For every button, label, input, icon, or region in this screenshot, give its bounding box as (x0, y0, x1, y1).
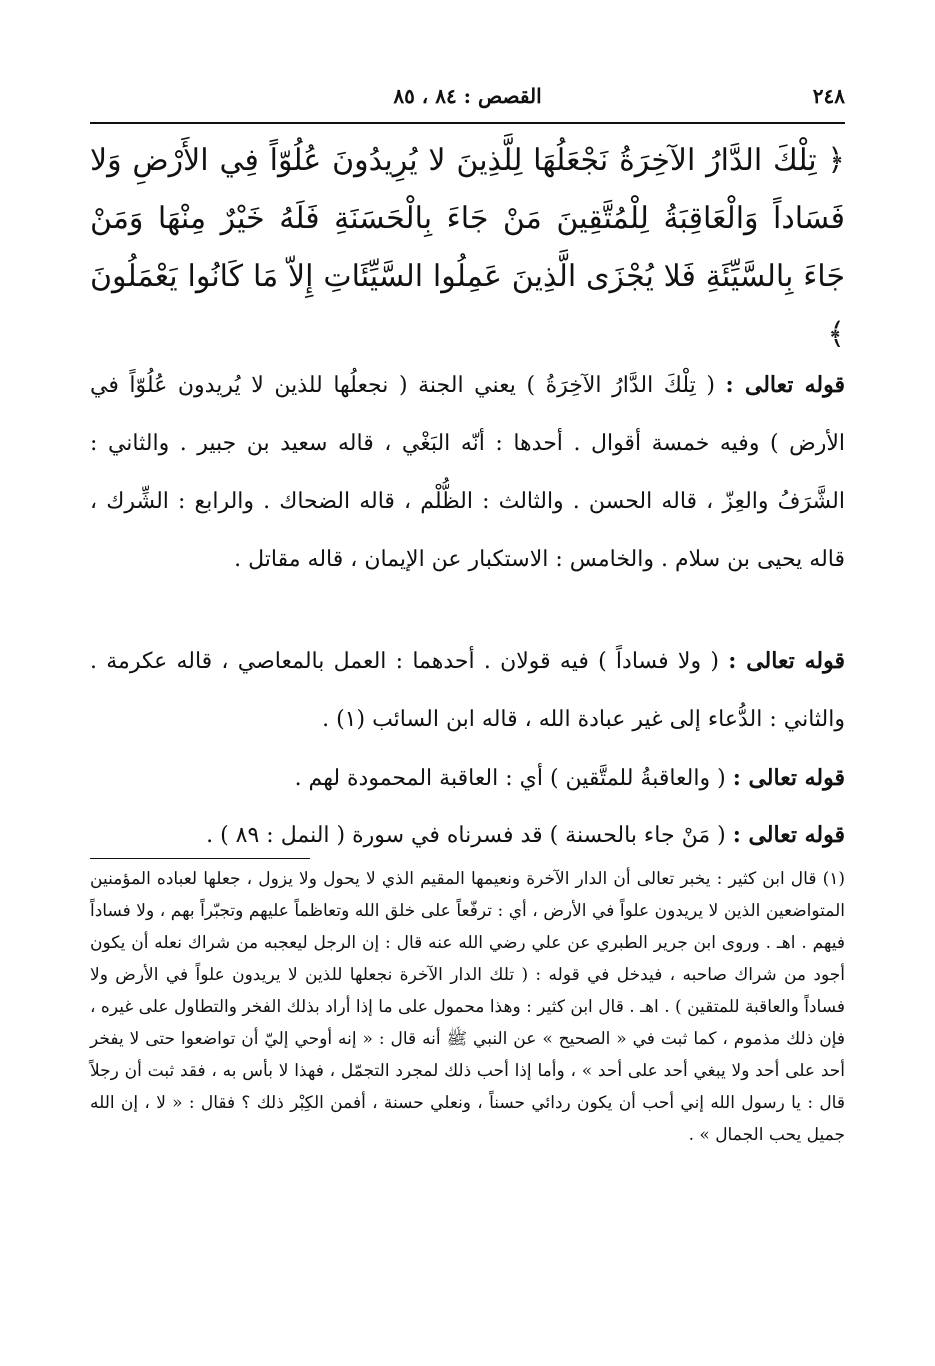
commentary-text: ( مَنْ جاء بالحسنة ) قد فسرناه في سورة ( النمل : ٨٩ ) . (206, 823, 726, 848)
quran-verse: ﴿ تِلْكَ الدَّارُ الآخِرَةُ نَجْعَلُهَا لِلَّذِينَ لا يُرِيدُونَ عُلُوّاً فِي الأَرْضِ وَلا فَسَاداً وَالْعَاقِبَةُ لِلْمُتَّقِينَ مَنْ جَاءَ بِالْحَسَنَةِ فَلَهُ خَيْرٌ مِنْهَا وَمَنْ جَاءَ بِالسَّيِّئَةِ فَلا يُجْزَى الَّذِينَ عَمِلُوا السَّيِّئَاتِ إِلاّ مَا كَانُوا يَعْمَلُونَ ﴾ (90, 143, 845, 352)
commentary-paragraph (90, 806, 845, 865)
book-page (90, 70, 845, 1330)
running-head (90, 84, 845, 114)
commentary-paragraph (90, 749, 845, 808)
commentary-lead: قوله تعالى : (732, 765, 845, 791)
surah-title: القصص : ٨٤ ، ٨٥ (393, 84, 542, 108)
header-divider (90, 122, 845, 124)
commentary-lead: قوله تعالى : (732, 822, 845, 848)
footnote: (١) قال ابن كثير : يخبر تعالى أن الدار الآخرة ونعيمها المقيم الذي لا يحول ولا يزول ، جعلها لعباده المؤمنين المتواضعين الذين لا يريدون علواً في الأرض ، أي : ترفّعاً على خلق الله وتعاظماً عليهم وتجبّراً بهم ، ولا فساداً فيهم . اهـ . وروى ابن جرير الطبري عن علي رضي الله عنه قال : إن الرجل ليعجبه من شراك نعله أن يكون أجود من شراك صاحبه ، فيدخل في قوله : ( تلك الدار الآخرة نجعلها للذين لا يريدون علواً في الأرض ولا فساداً والعاقبة للمتقين ) . اهـ . قال ابن كثير : وهذا محمول على ما إذا أراد بذلك الفخر والتطاول على غيره ، فإن ذلك مذموم ، كما ثبت في « الصحيح » عن النبي ﷺ أنه قال : « إنه أوحي إليّ أن تواضعوا حتى لا يفخر أحد على أحد ولا يبغي أحد على أحد » ، وأما إذا أحب ذلك لمجرد التجمّل ، فهذا لا بأس به ، فقد ثبت أن رجلاً قال : يا رسول الله إني أحب أن يكون ردائي حسناً ، ونعلي حسنة ، أفمن الكِبْر ذلك ؟ فقال : « لا ، إن الله جميل يحب الجمال » . (90, 869, 845, 1145)
commentary-lead: قوله تعالى : (725, 372, 845, 398)
commentary-lead: قوله تعالى : (728, 648, 845, 674)
commentary-text: ( تِلْكَ الدَّارُ الآخِرَةُ ) يعني الجنة ( نجعلُها للذين لا يُريدون عُلُوّاً في الأرض ) وفيه خمسة أقوال . أحدها : أنّه البَغْي ، قاله سعيد بن جبير . والثاني : الشَّرَفُ والعِزّ ، قاله الحسن . والثالث : الظُّلْم ، قاله الضحاك . والرابع : الشِّرك ، قاله يحيى بن سلام . والخامس : الاستكبار عن الإيمان ، قاله مقاتل . (90, 373, 845, 572)
commentary-paragraph (90, 356, 845, 589)
commentary-text: ( والعاقبةُ للمتَّقين ) أي : العاقبة المحمودة لهم . (294, 766, 726, 791)
commentary-paragraph (90, 632, 845, 749)
footnote-divider (90, 858, 310, 859)
commentary-text: ( ولا فساداً ) فيه قولان . أحدهما : العمل بالمعاصي ، قاله عكرمة . والثاني : الدُّعاء إلى غير عبادة الله ، قاله ابن السائب (١) . (90, 649, 845, 732)
page-number: ٢٤٨ (812, 84, 845, 108)
